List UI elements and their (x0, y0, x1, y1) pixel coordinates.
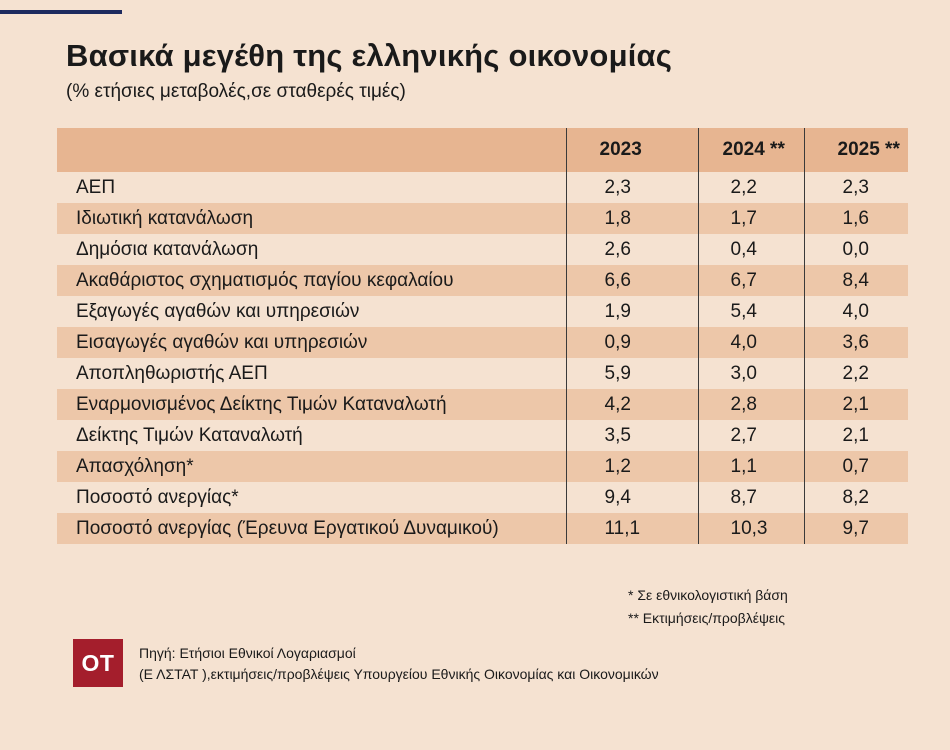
page-title: Βασικά μεγέθη της ελληνικής οικονομίας (66, 38, 673, 73)
value-cell: 2,2 (804, 358, 908, 389)
value-cell: 1,7 (698, 203, 804, 234)
ot-logo: ΟΤ (73, 639, 123, 687)
value-cell: 10,3 (698, 513, 804, 544)
value-cell: 6,7 (698, 265, 804, 296)
row-label: Απασχόληση* (76, 456, 194, 477)
row-label: Ιδιωτική κατανάλωση (76, 208, 254, 229)
row-label: Εισαγωγές αγαθών και υπηρεσιών (76, 332, 368, 353)
value-cell: 1,8 (566, 203, 698, 234)
table-row (57, 482, 908, 513)
table-row (57, 172, 908, 203)
value-cell: 4,0 (804, 296, 908, 327)
top-accent-bar (0, 10, 122, 14)
row-label: ΑΕΠ (76, 177, 116, 198)
footnote-estimates: ** Εκτιμήσεις/προβλέψεις (628, 610, 786, 626)
table-row (57, 234, 908, 265)
row-label: Ακαθάριστος σχηματισμός παγίου κεφαλαίου (76, 270, 454, 291)
value-cell: 1,1 (698, 451, 804, 482)
value-cell: 1,9 (566, 296, 698, 327)
value-cell: 2,1 (804, 389, 908, 420)
table-row (57, 203, 908, 234)
economy-table (57, 128, 908, 544)
value-cell: 5,4 (698, 296, 804, 327)
value-cell: 0,4 (698, 234, 804, 265)
column-header: 2024 ** (698, 128, 804, 172)
table-row (57, 513, 908, 544)
value-cell: 2,3 (566, 172, 698, 203)
row-label: Δημόσια κατανάλωση (76, 239, 259, 260)
table-row (57, 327, 908, 358)
row-label: Ποσοστό ανεργίας* (76, 487, 239, 508)
value-cell: 2,8 (698, 389, 804, 420)
source-note (139, 643, 659, 685)
source-line-2: (Ε ΛΣΤΑΤ ),εκτιμήσεις/προβλέψεις Υπουργείου Εθνικής Οικονομίας και Οικονομικών (139, 666, 659, 682)
value-cell: 8,4 (804, 265, 908, 296)
value-cell: 11,1 (566, 513, 698, 544)
value-cell: 4,0 (698, 327, 804, 358)
value-cell: 8,7 (698, 482, 804, 513)
row-label: Ποσοστό ανεργίας (Έρευνα Εργατικού Δυναμικού) (76, 518, 499, 539)
column-header: 2025 ** (804, 128, 908, 172)
table-row (57, 358, 908, 389)
value-cell: 5,9 (566, 358, 698, 389)
value-cell: 2,2 (698, 172, 804, 203)
value-cell: 2,3 (804, 172, 908, 203)
value-cell: 8,2 (804, 482, 908, 513)
value-cell: 3,5 (566, 420, 698, 451)
source-line-1: Πηγή: Ετήσιοι Εθνικοί Λογαριασμοί (139, 645, 356, 661)
row-label: Εναρμονισμένος Δείκτης Τιμών Καταναλωτή (76, 394, 447, 415)
table-row (57, 451, 908, 482)
value-cell: 2,6 (566, 234, 698, 265)
row-label: Δείκτης Τιμών Καταναλωτή (76, 425, 303, 446)
page-subtitle: (% ετήσιες μεταβολές,σε σταθερές τιμές) (66, 81, 406, 102)
value-cell: 1,6 (804, 203, 908, 234)
row-label: Εξαγωγές αγαθών και υπηρεσιών (76, 301, 360, 322)
table-row (57, 420, 908, 451)
value-cell: 1,2 (566, 451, 698, 482)
value-cell: 3,0 (698, 358, 804, 389)
footnote-national-accounts: * Σε εθνικολογιστική βάση (628, 587, 788, 603)
column-header: 2023 (566, 128, 698, 172)
value-cell: 9,7 (804, 513, 908, 544)
footnotes (628, 584, 788, 630)
row-label: Αποπληθωριστής ΑΕΠ (76, 363, 268, 384)
table-body (57, 172, 908, 544)
value-cell: 3,6 (804, 327, 908, 358)
value-cell: 6,6 (566, 265, 698, 296)
value-cell: 0,9 (566, 327, 698, 358)
value-cell: 4,2 (566, 389, 698, 420)
table-row (57, 265, 908, 296)
value-cell: 9,4 (566, 482, 698, 513)
table-row (57, 389, 908, 420)
table-header-row (57, 128, 908, 172)
value-cell: 2,7 (698, 420, 804, 451)
value-cell: 2,1 (804, 420, 908, 451)
value-cell: 0,7 (804, 451, 908, 482)
table-row (57, 296, 908, 327)
value-cell: 0,0 (804, 234, 908, 265)
header-label-cell (57, 128, 566, 172)
